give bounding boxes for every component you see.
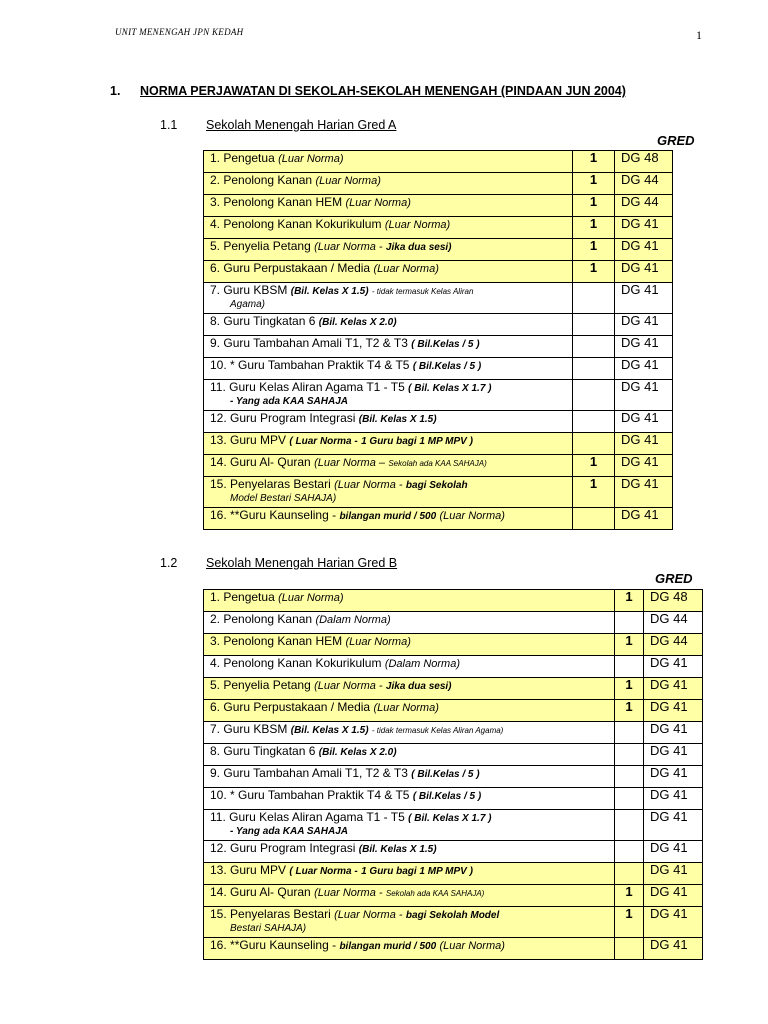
count-cell bbox=[573, 411, 615, 433]
table-row bbox=[204, 173, 673, 195]
table-row bbox=[204, 612, 703, 634]
grade-cell: DG 41 bbox=[644, 810, 703, 841]
table-row bbox=[204, 411, 673, 433]
table-row bbox=[204, 700, 703, 722]
position-name: Guru KBSM bbox=[223, 283, 288, 297]
position-name: Penolong Kanan HEM bbox=[223, 195, 343, 209]
table-row bbox=[204, 195, 673, 217]
position-note-2: - Yang ada KAA SAHAJA bbox=[230, 396, 348, 407]
table-row bbox=[204, 656, 703, 678]
position-name: Penolong Kanan bbox=[223, 612, 313, 626]
row-number: 2. bbox=[210, 612, 221, 626]
count-cell: 1 bbox=[573, 455, 615, 477]
count-cell bbox=[615, 810, 644, 841]
main-title-number: 1. bbox=[110, 84, 121, 98]
table-row bbox=[204, 358, 673, 380]
position-note: ( Bil.Kelas / 5 ) bbox=[412, 361, 482, 372]
position-name: Pengetua bbox=[223, 590, 275, 604]
position-note: ( Bil.Kelas / 5 ) bbox=[411, 769, 480, 780]
grade-cell: DG 48 bbox=[615, 151, 673, 173]
position-note: (Luar Norma) bbox=[384, 219, 451, 231]
position-name: Guru KBSM bbox=[223, 722, 288, 736]
position-name: Penolong Kanan Kokurikulum bbox=[223, 656, 382, 670]
section-b-table bbox=[203, 589, 703, 960]
position-cell bbox=[204, 508, 573, 530]
position-note-2: Sekolah ada KAA SAHAJA) bbox=[388, 459, 487, 468]
position-cell bbox=[204, 411, 573, 433]
grade-cell: DG 41 bbox=[615, 283, 673, 314]
grade-cell: DG 41 bbox=[615, 261, 673, 283]
row-number: 4. bbox=[210, 217, 221, 231]
row-number: 16. bbox=[210, 938, 227, 952]
position-note: (Luar Norma - bbox=[314, 680, 383, 692]
position-note: ( Luar Norma - bbox=[289, 866, 358, 877]
position-note-2: (Luar Norma) bbox=[439, 940, 505, 952]
position-note-2: Sekolah ada KAA SAHAJA) bbox=[385, 889, 485, 898]
position-cell bbox=[204, 700, 615, 722]
position-note-2: Jika dua sesi) bbox=[385, 681, 452, 692]
count-cell bbox=[573, 283, 615, 314]
count-cell bbox=[573, 336, 615, 358]
position-note: (Luar Norma - bbox=[334, 479, 403, 491]
grade-cell: DG 41 bbox=[615, 217, 673, 239]
position-note-3: Model Bestari SAHAJA) bbox=[230, 493, 337, 504]
position-name: * Guru Tambahan Praktik T4 & T5 bbox=[230, 788, 410, 802]
grade-cell: DG 41 bbox=[615, 358, 673, 380]
table-row bbox=[204, 590, 703, 612]
position-note: ( Bil. Kelas X 1.7 ) bbox=[408, 383, 492, 394]
grade-cell: DG 41 bbox=[644, 841, 703, 863]
position-note: (Luar Norma) bbox=[315, 175, 381, 187]
position-note: (Bil. Kelas X 1.5) bbox=[358, 414, 437, 425]
count-cell: 1 bbox=[573, 151, 615, 173]
row-number: 3. bbox=[210, 195, 221, 209]
row-number: 13. bbox=[210, 863, 227, 877]
row-number: 8. bbox=[210, 744, 221, 758]
count-cell bbox=[615, 863, 644, 885]
grade-cell: DG 41 bbox=[644, 656, 703, 678]
position-cell bbox=[204, 380, 573, 411]
row-number: 15. bbox=[210, 477, 227, 491]
row-number: 10. bbox=[210, 358, 227, 372]
row-number: 8. bbox=[210, 314, 221, 328]
table-row bbox=[204, 722, 703, 744]
position-name: Penolong Kanan HEM bbox=[223, 634, 343, 648]
grade-cell: DG 41 bbox=[615, 411, 673, 433]
position-note: (Luar Norma) bbox=[373, 702, 439, 714]
position-name: Guru Tambahan Amali T1, T2 & T3 bbox=[223, 766, 408, 780]
position-name: Pengetua bbox=[223, 151, 275, 165]
count-cell bbox=[573, 314, 615, 336]
position-cell bbox=[204, 590, 615, 612]
count-cell bbox=[573, 380, 615, 411]
position-cell bbox=[204, 433, 573, 455]
row-number: 15. bbox=[210, 907, 227, 921]
table-row bbox=[204, 283, 673, 314]
position-name: Guru Kelas Aliran Agama T1 - T5 bbox=[229, 380, 405, 394]
count-cell: 1 bbox=[615, 590, 644, 612]
position-cell bbox=[204, 766, 615, 788]
position-name: * Guru Tambahan Praktik T4 & T5 bbox=[230, 358, 410, 372]
position-note: (Bil. Kelas X 1.5) bbox=[290, 725, 369, 736]
position-cell bbox=[204, 788, 615, 810]
row-number: 6. bbox=[210, 700, 221, 714]
position-note: ( Bil.Kelas / 5 ) bbox=[412, 791, 482, 802]
position-name: Guru MPV bbox=[230, 433, 287, 447]
position-note: (Luar Norma) bbox=[278, 592, 344, 604]
position-note: (Luar Norma - bbox=[314, 241, 383, 253]
position-name: Guru Perpustakaan / Media bbox=[223, 700, 371, 714]
table-row bbox=[204, 217, 673, 239]
row-number: 14. bbox=[210, 885, 227, 899]
position-note: ( Bil. Kelas X 1.7 ) bbox=[408, 813, 492, 824]
position-name: Guru Program Integrasi bbox=[230, 411, 356, 425]
position-note: ( Luar Norma - bbox=[289, 436, 358, 447]
position-note-3: Bestari SAHAJA) bbox=[230, 923, 307, 934]
row-number: 4. bbox=[210, 656, 221, 670]
position-note: (Bil. Kelas X 2.0) bbox=[318, 317, 397, 328]
position-cell bbox=[204, 173, 573, 195]
count-cell bbox=[615, 722, 644, 744]
section-b-title: Sekolah Menengah Harian Gred B bbox=[206, 556, 398, 570]
section-a-heading bbox=[160, 118, 396, 132]
section-a-number: 1.1 bbox=[160, 118, 178, 132]
position-name: Guru Al- Quran bbox=[230, 885, 311, 899]
position-note-2: 1 Guru bagi 1 MP MPV ) bbox=[361, 436, 473, 447]
count-cell: 1 bbox=[573, 217, 615, 239]
position-cell bbox=[204, 358, 573, 380]
position-note-2: Jika dua sesi) bbox=[385, 242, 452, 253]
grade-cell: DG 41 bbox=[644, 766, 703, 788]
count-cell: 1 bbox=[615, 678, 644, 700]
row-number: 11. bbox=[210, 380, 226, 394]
row-number: 2. bbox=[210, 173, 221, 187]
position-note-2: bagi Sekolah bbox=[405, 480, 468, 491]
main-title bbox=[110, 84, 626, 98]
row-number: 13. bbox=[210, 433, 227, 447]
count-cell: 1 bbox=[573, 261, 615, 283]
row-number: 1. bbox=[210, 151, 221, 165]
table-row bbox=[204, 634, 703, 656]
count-cell: 1 bbox=[615, 885, 644, 907]
table-row bbox=[204, 261, 673, 283]
grade-cell: DG 41 bbox=[615, 433, 673, 455]
position-note-2: (Luar Norma) bbox=[439, 510, 505, 522]
position-name: **Guru Kaunseling - bbox=[230, 508, 337, 522]
count-cell bbox=[573, 508, 615, 530]
position-cell bbox=[204, 810, 615, 841]
table-row bbox=[204, 863, 703, 885]
position-name: Penyelaras Bestari bbox=[230, 477, 331, 491]
table-row bbox=[204, 678, 703, 700]
position-name: Guru MPV bbox=[230, 863, 287, 877]
row-number: 3. bbox=[210, 634, 221, 648]
position-note: (Bil. Kelas X 1.5) bbox=[358, 844, 437, 855]
table-row bbox=[204, 841, 703, 863]
position-cell bbox=[204, 722, 615, 744]
position-note: (Luar Norma - bbox=[314, 887, 383, 899]
position-note-2: - tidak termasuk Kelas Aliran bbox=[371, 287, 474, 296]
table-row bbox=[204, 477, 673, 508]
count-cell bbox=[573, 358, 615, 380]
position-cell bbox=[204, 744, 615, 766]
grade-cell: DG 41 bbox=[644, 700, 703, 722]
position-cell bbox=[204, 477, 573, 508]
count-cell: 1 bbox=[573, 477, 615, 508]
position-name: Penyelia Petang bbox=[223, 678, 311, 692]
grade-cell: DG 41 bbox=[615, 336, 673, 358]
grade-cell: DG 41 bbox=[644, 722, 703, 744]
table-row bbox=[204, 938, 703, 960]
position-name: Guru Tambahan Amali T1, T2 & T3 bbox=[223, 336, 408, 350]
count-cell bbox=[615, 938, 644, 960]
position-note-2: - Yang ada KAA SAHAJA bbox=[230, 826, 348, 837]
position-cell bbox=[204, 151, 573, 173]
position-cell bbox=[204, 612, 615, 634]
main-title-text: NORMA PERJAWATAN DI SEKOLAH-SEKOLAH MENENGAH (PINDAAN JUN 2004) bbox=[140, 84, 626, 98]
count-cell bbox=[615, 744, 644, 766]
position-note: bilangan murid / 500 bbox=[339, 511, 437, 522]
position-name: Penyelia Petang bbox=[223, 239, 311, 253]
grade-cell: DG 41 bbox=[615, 508, 673, 530]
table-row bbox=[204, 907, 703, 938]
grade-cell: DG 41 bbox=[644, 678, 703, 700]
position-note: (Luar Norma – bbox=[314, 457, 385, 469]
row-number: 5. bbox=[210, 678, 221, 692]
grade-cell: DG 41 bbox=[644, 744, 703, 766]
table-row bbox=[204, 766, 703, 788]
row-number: 12. bbox=[210, 841, 227, 855]
position-cell bbox=[204, 217, 573, 239]
grade-cell: DG 41 bbox=[644, 907, 703, 938]
count-cell bbox=[615, 656, 644, 678]
grade-cell: DG 41 bbox=[644, 938, 703, 960]
row-number: 1. bbox=[210, 590, 221, 604]
position-note: (Bil. Kelas X 1.5) bbox=[290, 286, 369, 297]
row-number: 7. bbox=[210, 283, 221, 297]
grade-cell: DG 41 bbox=[615, 239, 673, 261]
section-b-number: 1.2 bbox=[160, 556, 178, 570]
row-number: 11. bbox=[210, 810, 226, 824]
position-cell bbox=[204, 634, 615, 656]
count-cell bbox=[615, 766, 644, 788]
position-cell bbox=[204, 336, 573, 358]
grade-cell: DG 41 bbox=[644, 788, 703, 810]
row-number: 9. bbox=[210, 766, 221, 780]
table-row bbox=[204, 455, 673, 477]
count-cell: 1 bbox=[573, 239, 615, 261]
position-cell bbox=[204, 455, 573, 477]
table-row bbox=[204, 744, 703, 766]
count-cell bbox=[615, 612, 644, 634]
table-row bbox=[204, 508, 673, 530]
position-note: (Dalam Norma) bbox=[384, 658, 460, 670]
table-row bbox=[204, 336, 673, 358]
row-number: 9. bbox=[210, 336, 221, 350]
position-cell bbox=[204, 885, 615, 907]
row-number: 16. bbox=[210, 508, 227, 522]
grade-cell: DG 41 bbox=[615, 314, 673, 336]
section-b-gred-label: GRED bbox=[655, 571, 693, 586]
row-number: 6. bbox=[210, 261, 221, 275]
count-cell: 1 bbox=[573, 195, 615, 217]
position-name: Guru Kelas Aliran Agama T1 - T5 bbox=[229, 810, 405, 824]
position-cell bbox=[204, 863, 615, 885]
grade-cell: DG 41 bbox=[615, 380, 673, 411]
table-row bbox=[204, 380, 673, 411]
row-number: 14. bbox=[210, 455, 227, 469]
position-note: (Dalam Norma) bbox=[315, 614, 391, 626]
section-a-table bbox=[203, 150, 673, 530]
position-note-2: 1 Guru bagi 1 MP MPV ) bbox=[361, 866, 473, 877]
position-name: **Guru Kaunseling - bbox=[230, 938, 337, 952]
row-number: 5. bbox=[210, 239, 221, 253]
position-cell bbox=[204, 938, 615, 960]
grade-cell: DG 41 bbox=[644, 885, 703, 907]
position-note: bilangan murid / 500 bbox=[339, 941, 437, 952]
table-row bbox=[204, 810, 703, 841]
grade-cell: DG 48 bbox=[644, 590, 703, 612]
table-row bbox=[204, 314, 673, 336]
position-note: (Luar Norma) bbox=[345, 636, 411, 648]
table-row bbox=[204, 151, 673, 173]
count-cell bbox=[615, 788, 644, 810]
position-note: (Luar Norma) bbox=[373, 263, 439, 275]
position-name: Guru Program Integrasi bbox=[230, 841, 356, 855]
count-cell: 1 bbox=[615, 907, 644, 938]
row-number: 12. bbox=[210, 411, 227, 425]
position-note-2: - tidak termasuk Kelas Aliran Agama) bbox=[371, 726, 504, 735]
section-a-title: Sekolah Menengah Harian Gred A bbox=[206, 118, 397, 132]
position-name: Penolong Kanan bbox=[223, 173, 313, 187]
page-number: 1 bbox=[696, 28, 702, 42]
position-cell bbox=[204, 195, 573, 217]
position-name: Guru Perpustakaan / Media bbox=[223, 261, 371, 275]
table-row bbox=[204, 239, 673, 261]
position-note-2: bagi Sekolah Model bbox=[405, 910, 500, 921]
grade-cell: DG 44 bbox=[615, 173, 673, 195]
position-name: Guru Tingkatan 6 bbox=[223, 744, 316, 758]
grade-cell: DG 41 bbox=[615, 455, 673, 477]
grade-cell: DG 44 bbox=[644, 612, 703, 634]
position-note: (Bil. Kelas X 2.0) bbox=[318, 747, 397, 758]
position-note: ( Bil.Kelas / 5 ) bbox=[411, 339, 480, 350]
count-cell: 1 bbox=[573, 173, 615, 195]
position-cell bbox=[204, 841, 615, 863]
position-note-3: Agama) bbox=[230, 299, 266, 310]
table-row bbox=[204, 433, 673, 455]
position-cell bbox=[204, 656, 615, 678]
grade-cell: DG 44 bbox=[644, 634, 703, 656]
count-cell: 1 bbox=[615, 700, 644, 722]
count-cell bbox=[573, 433, 615, 455]
position-cell bbox=[204, 678, 615, 700]
grade-cell: DG 41 bbox=[644, 863, 703, 885]
grade-cell: DG 44 bbox=[615, 195, 673, 217]
position-name: Guru Al- Quran bbox=[230, 455, 311, 469]
header-org: UNIT MENENGAH JPN KEDAH bbox=[115, 27, 244, 37]
position-name: Penyelaras Bestari bbox=[230, 907, 331, 921]
table-row bbox=[204, 788, 703, 810]
table-row bbox=[204, 885, 703, 907]
section-a-gred-label: GRED bbox=[657, 133, 695, 148]
position-cell bbox=[204, 283, 573, 314]
position-name: Guru Tingkatan 6 bbox=[223, 314, 316, 328]
position-cell bbox=[204, 261, 573, 283]
position-name: Penolong Kanan Kokurikulum bbox=[223, 217, 382, 231]
section-b-heading bbox=[160, 556, 397, 570]
grade-cell: DG 41 bbox=[615, 477, 673, 508]
position-note: (Luar Norma) bbox=[278, 153, 344, 165]
position-note: (Luar Norma) bbox=[345, 197, 411, 209]
position-cell bbox=[204, 907, 615, 938]
count-cell bbox=[615, 841, 644, 863]
row-number: 7. bbox=[210, 722, 221, 736]
row-number: 10. bbox=[210, 788, 227, 802]
position-cell bbox=[204, 239, 573, 261]
position-cell bbox=[204, 314, 573, 336]
count-cell: 1 bbox=[615, 634, 644, 656]
position-note: (Luar Norma - bbox=[334, 909, 403, 921]
